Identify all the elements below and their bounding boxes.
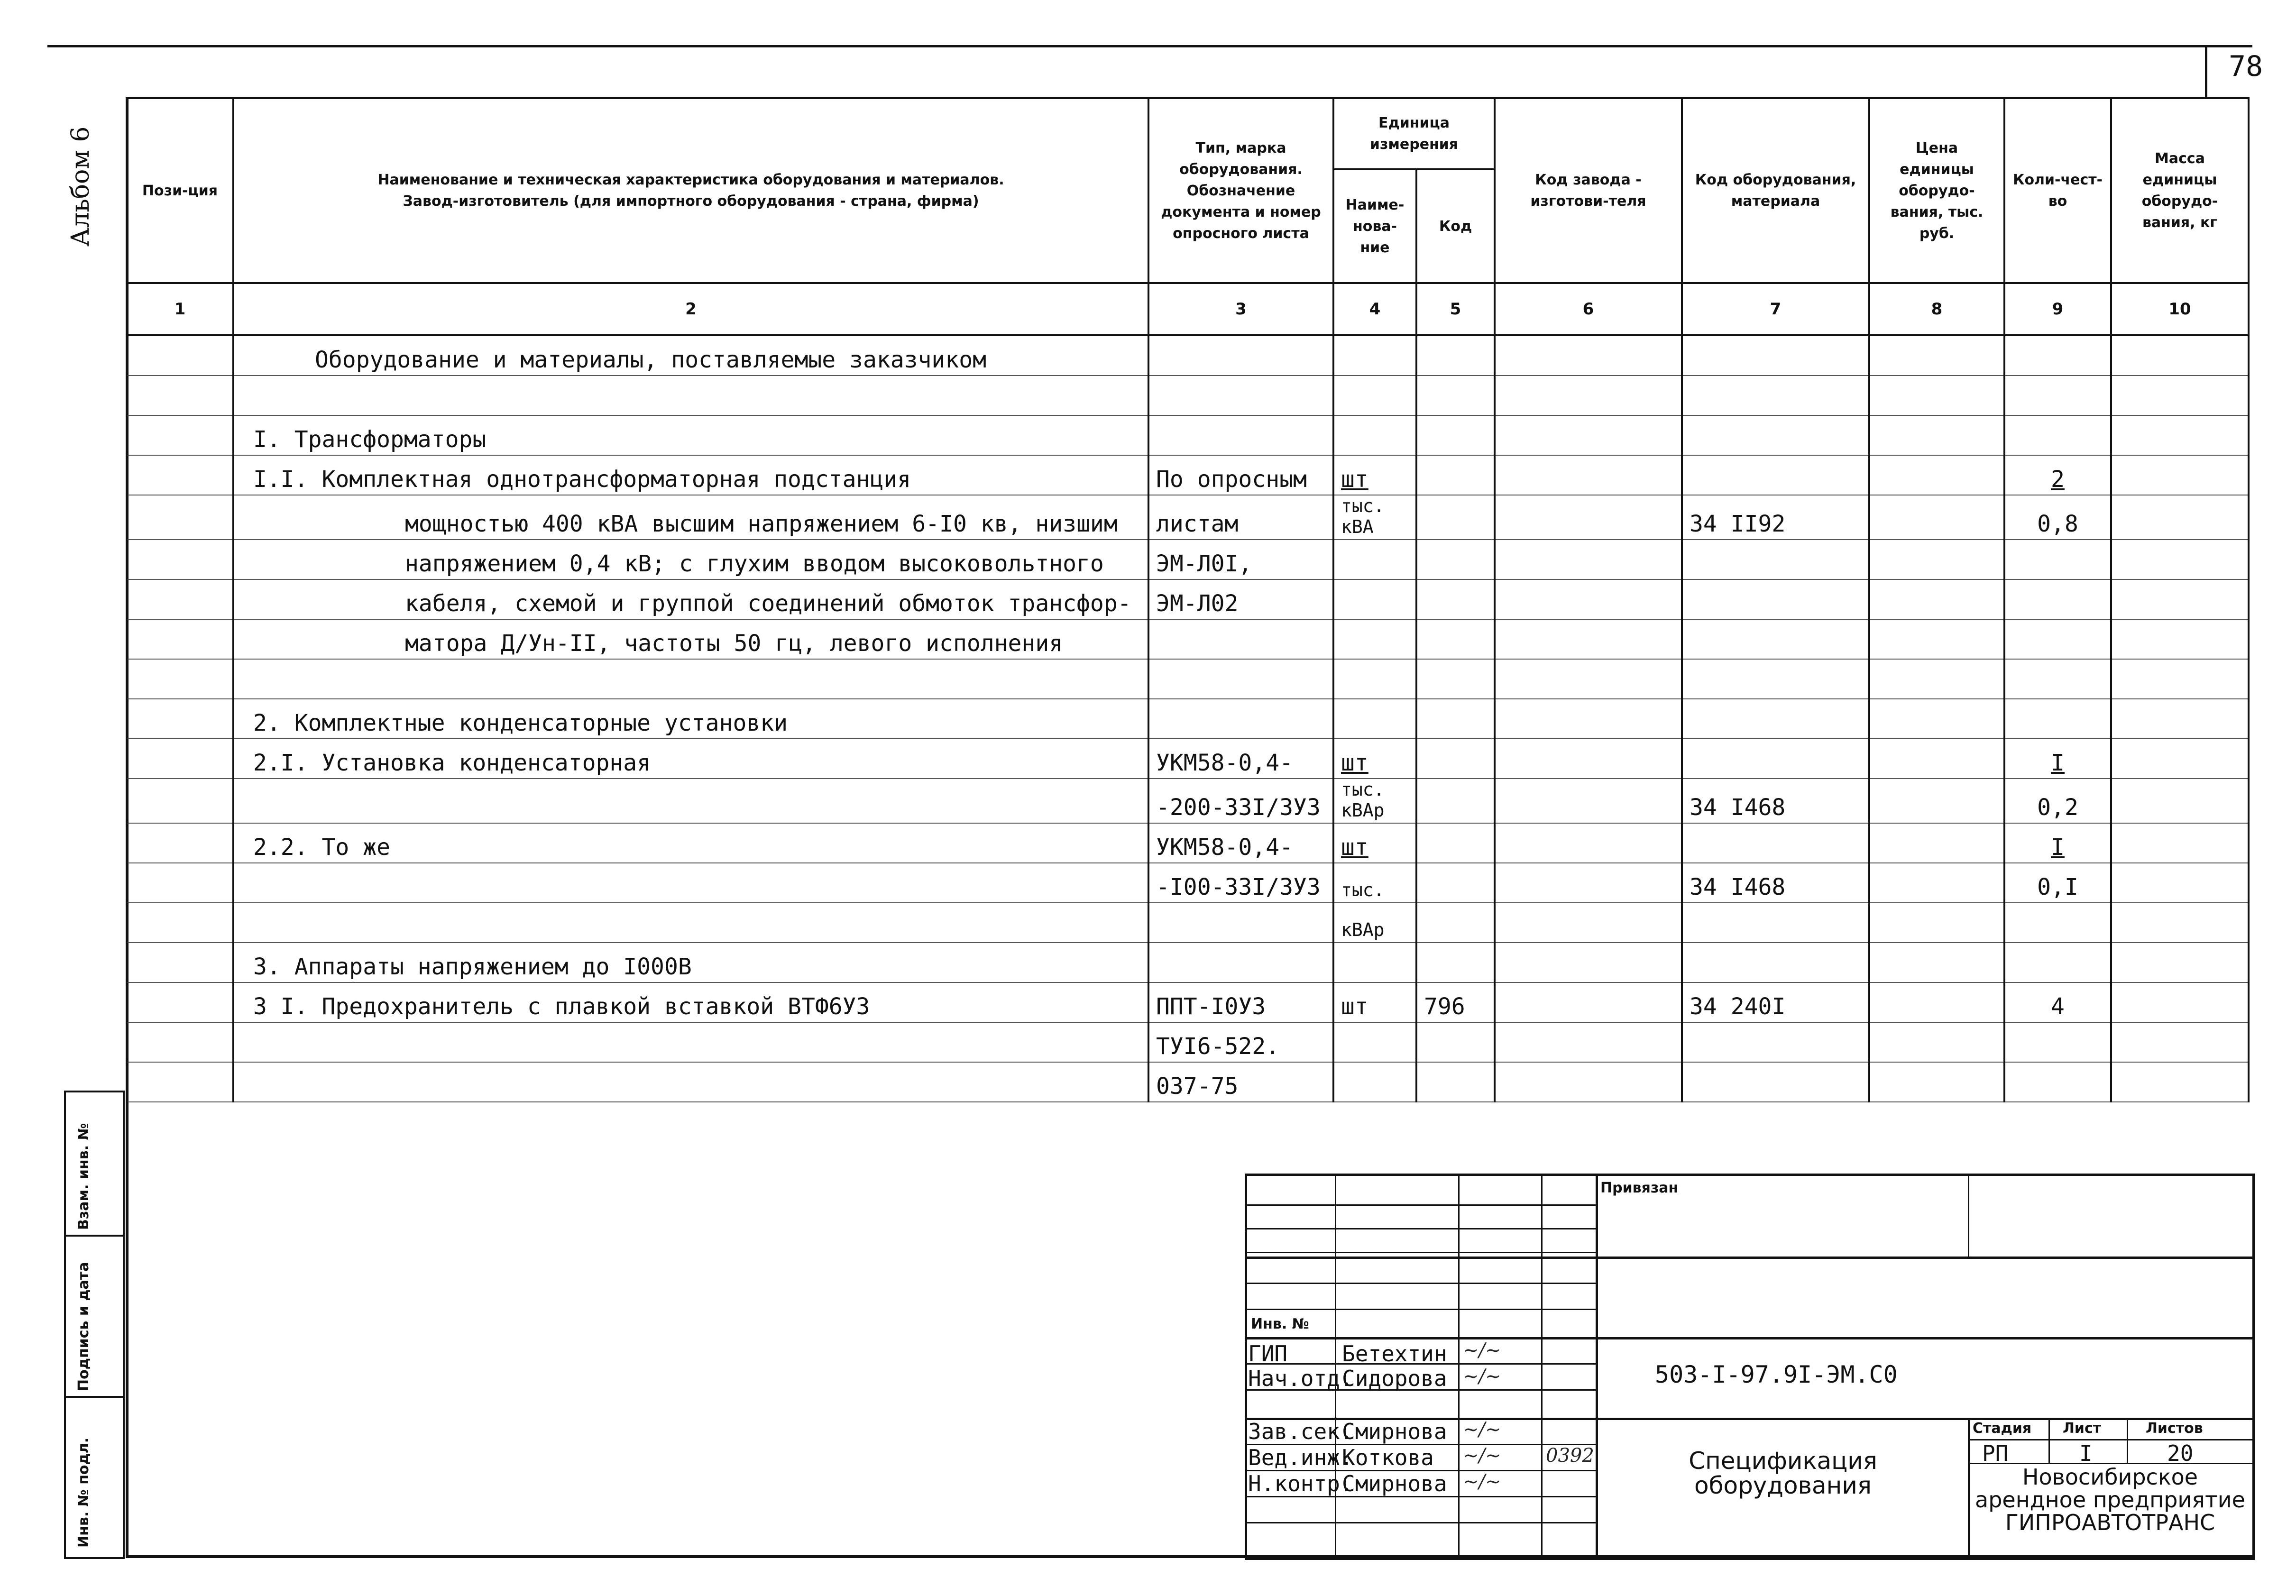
- column-number: 1: [127, 283, 233, 335]
- signature: ~/~: [1463, 1445, 1501, 1467]
- column-number: 4: [1333, 283, 1416, 335]
- item-description: [233, 903, 1148, 943]
- item-description: [233, 376, 1148, 415]
- item-type: ТУI6-522.: [1148, 1022, 1333, 1062]
- item-quantity: [2004, 376, 2111, 415]
- item-description: матора Д/Ун-II, частоты 50 гц, левого исполнения: [233, 619, 1148, 659]
- sheet-label: Лист: [2063, 1420, 2102, 1437]
- table-row: [127, 376, 2249, 415]
- table-row: [127, 699, 2249, 739]
- item-unit-code: [1416, 540, 1495, 579]
- header-mass: Масса единицы оборудо-вания, кг: [2111, 98, 2249, 283]
- item-type: [1148, 619, 1333, 659]
- item-quantity: [2004, 699, 2111, 739]
- item-type: УКМ58-0,4-: [1148, 823, 1333, 863]
- item-unit-code: [1416, 495, 1495, 540]
- column-number: 2: [233, 283, 1148, 335]
- header-name-line1: Наименование и техническая характеристика оборудования и материалов.: [377, 172, 1004, 188]
- item-description: 3. Аппараты напряжением до I000В: [233, 943, 1148, 982]
- item-code: [1682, 739, 1869, 779]
- table-row: [127, 619, 2249, 659]
- item-description: 2. Комплектные конденсаторные установки: [233, 699, 1148, 739]
- column-number: 10: [2111, 283, 2249, 335]
- column-number: 6: [1495, 283, 1682, 335]
- item-code: 34 240I: [1682, 982, 1869, 1022]
- item-unit: шт: [1333, 823, 1416, 863]
- item-quantity: [2004, 540, 2111, 579]
- item-type: листам: [1148, 495, 1333, 540]
- item-unit-code: [1416, 903, 1495, 943]
- item-unit: шт: [1333, 982, 1416, 1022]
- table-row: [127, 495, 2249, 540]
- table-row: [127, 863, 2249, 903]
- header-equipment-code: Код оборудования, материала: [1682, 98, 1869, 283]
- album-label: Альбом 6: [66, 126, 95, 247]
- sheets-value: 20: [2167, 1440, 2194, 1466]
- item-type: -I00-33I/3У3: [1148, 863, 1333, 903]
- column-number: 8: [1869, 283, 2004, 335]
- item-type: [1148, 903, 1333, 943]
- item-unit-code: [1416, 863, 1495, 903]
- signer-name: Коткова: [1342, 1445, 1434, 1470]
- item-quantity: I: [2004, 823, 2111, 863]
- header-price: Цена единицы оборудо-вания, тыс. руб.: [1869, 98, 2004, 283]
- column-number: 3: [1148, 283, 1333, 335]
- item-type: [1148, 335, 1333, 376]
- item-code: 34 I468: [1682, 779, 1869, 823]
- item-unit: [1333, 1062, 1416, 1102]
- side-stamp-label: Подпись и дата: [75, 1262, 92, 1391]
- item-type: [1148, 699, 1333, 739]
- table-row: [127, 739, 2249, 779]
- item-unit: [1333, 1022, 1416, 1062]
- item-quantity: [2004, 1062, 2111, 1102]
- item-description: 3 I. Предохранитель с плавкой вставкой ВТФ6У3: [233, 982, 1148, 1022]
- table-row: [127, 1062, 2249, 1102]
- item-code: [1682, 579, 1869, 619]
- item-type: ЭМ-Л02: [1148, 579, 1333, 619]
- sheet-value: I: [2079, 1440, 2093, 1466]
- signer-name: Смирнова: [1342, 1419, 1447, 1444]
- item-unit-code: [1416, 335, 1495, 376]
- table-row: [127, 540, 2249, 579]
- column-number: 7: [1682, 283, 1869, 335]
- item-unit: [1333, 335, 1416, 376]
- signature: ~/~: [1463, 1419, 1501, 1440]
- table-row: [127, 943, 2249, 982]
- bound-label: Привязан: [1600, 1180, 1679, 1196]
- document-title: Спецификация оборудования: [1689, 1447, 1877, 1499]
- item-quantity: I: [2004, 739, 2111, 779]
- side-stamp-label: Инв. № подл.: [75, 1437, 92, 1548]
- signer-name: Сидорова: [1342, 1366, 1447, 1391]
- table-row: [127, 779, 2249, 823]
- side-stamp-cell: [66, 1396, 123, 1555]
- item-quantity: 4: [2004, 982, 2111, 1022]
- header-type: Тип, марка оборудования. Обозначение документа и номер опросного листа: [1148, 98, 1333, 283]
- column-number: 5: [1416, 283, 1495, 335]
- top-border: [47, 45, 2252, 47]
- side-stamp-cell: [66, 1092, 123, 1237]
- item-code: [1682, 335, 1869, 376]
- item-unit-code: [1416, 823, 1495, 863]
- column-number: 9: [2004, 283, 2111, 335]
- item-unit: [1333, 540, 1416, 579]
- signer-name: Бетехтин: [1342, 1341, 1447, 1367]
- item-unit: [1333, 659, 1416, 699]
- item-description: кабеля, схемой и группой соединений обмоток трансфор-: [233, 579, 1148, 619]
- item-description: Оборудование и материалы, поставляемые заказчиком: [233, 335, 1148, 376]
- item-description: [233, 1062, 1148, 1102]
- item-type: 037-75: [1148, 1062, 1333, 1102]
- item-unit-code: [1416, 455, 1495, 495]
- item-unit: шт: [1333, 739, 1416, 779]
- signer-role: Н.контр.: [1248, 1471, 1353, 1496]
- item-unit: [1333, 699, 1416, 739]
- table-row: [127, 982, 2249, 1022]
- item-code: [1682, 903, 1869, 943]
- page-number: 78: [2229, 50, 2263, 83]
- item-code: [1682, 1022, 1869, 1062]
- signer-role: Нач.отд.: [1248, 1366, 1353, 1391]
- item-quantity: 2: [2004, 455, 2111, 495]
- item-unit-code: [1416, 943, 1495, 982]
- item-unit-code: 796: [1416, 982, 1495, 1022]
- table-row: [127, 455, 2249, 495]
- item-unit: [1333, 415, 1416, 455]
- inventory-label: Инв. №: [1251, 1316, 1309, 1332]
- header-unit-group: Единица измерения: [1333, 98, 1495, 169]
- item-type: УКМ58-0,4-: [1148, 739, 1333, 779]
- item-unit-code: [1416, 1062, 1495, 1102]
- header-name-line2: Завод-изготовитель (для импортного оборудования - страна, фирма): [403, 193, 979, 210]
- item-description: I. Трансформаторы: [233, 415, 1148, 455]
- header-quantity: Коли-чест-во: [2004, 98, 2111, 283]
- item-quantity: [2004, 415, 2111, 455]
- item-type: ЭМ-Л0I,: [1148, 540, 1333, 579]
- item-type: [1148, 659, 1333, 699]
- item-quantity: [2004, 903, 2111, 943]
- item-type: [1148, 943, 1333, 982]
- item-quantity: 0,I: [2004, 863, 2111, 903]
- signature: ~/~: [1463, 1366, 1501, 1387]
- item-type: [1148, 415, 1333, 455]
- item-code: [1682, 699, 1869, 739]
- signer-role: Зав.сек.: [1248, 1419, 1353, 1444]
- item-description: [233, 863, 1148, 903]
- item-description: напряжением 0,4 кВ; с глухим вводом высоковольтного: [233, 540, 1148, 579]
- item-code: [1682, 619, 1869, 659]
- table-row: [127, 335, 2249, 376]
- item-unit: [1333, 376, 1416, 415]
- table-row: [127, 579, 2249, 619]
- item-unit: кВАр: [1333, 903, 1416, 943]
- item-quantity: [2004, 579, 2111, 619]
- item-description: [233, 659, 1148, 699]
- item-quantity: [2004, 1022, 2111, 1062]
- item-quantity: 0,8: [2004, 495, 2111, 540]
- item-unit: тыс. кВАр: [1333, 779, 1416, 823]
- signature: ~/~: [1463, 1339, 1501, 1361]
- organization-line: Новосибирское: [2022, 1464, 2198, 1490]
- item-code: [1682, 943, 1869, 982]
- item-description: 2.2. То же: [233, 823, 1148, 863]
- signer-role: Вед.инж.: [1248, 1445, 1353, 1470]
- item-description: I.I. Комплектная однотрансформаторная подстанция: [233, 455, 1148, 495]
- table-row: [127, 659, 2249, 699]
- signature-date: 0392: [1546, 1445, 1594, 1467]
- item-quantity: [2004, 659, 2111, 699]
- organization-line: ГИПРОАВТОТРАНС: [2005, 1510, 2215, 1535]
- signer-name: Смирнова: [1342, 1471, 1447, 1496]
- item-unit-code: [1416, 1022, 1495, 1062]
- table-row: [127, 415, 2249, 455]
- item-type: ППТ-I0У3: [1148, 982, 1333, 1022]
- side-stamp-cell: [66, 1235, 123, 1398]
- header-factory-code: Код завода - изготови-теля: [1495, 98, 1682, 283]
- header-unit-code: Код: [1416, 169, 1495, 283]
- header-name: [233, 98, 1148, 283]
- header-position: Пози-ция: [127, 98, 233, 283]
- item-quantity: [2004, 335, 2111, 376]
- item-unit: [1333, 579, 1416, 619]
- item-unit-code: [1416, 739, 1495, 779]
- table-row: [127, 1022, 2249, 1062]
- item-code: [1682, 659, 1869, 699]
- stage-label: Стадия: [1973, 1420, 2032, 1437]
- item-unit-code: [1416, 619, 1495, 659]
- title-block: [1245, 1174, 2255, 1560]
- item-unit-code: [1416, 699, 1495, 739]
- item-unit-code: [1416, 659, 1495, 699]
- organization-line: арендное предприятие: [1975, 1487, 2245, 1513]
- item-code: 34 II92: [1682, 495, 1869, 540]
- item-unit-code: [1416, 579, 1495, 619]
- header-unit-name: Наиме-нова-ние: [1333, 169, 1416, 283]
- item-unit-code: [1416, 415, 1495, 455]
- table-row: [127, 823, 2249, 863]
- item-type: [1148, 376, 1333, 415]
- item-type: По опросным: [1148, 455, 1333, 495]
- item-unit: [1333, 943, 1416, 982]
- item-code: [1682, 376, 1869, 415]
- stage-value: РП: [1982, 1440, 2009, 1466]
- item-type: -200-33I/3У3: [1148, 779, 1333, 823]
- item-code: [1682, 1062, 1869, 1102]
- side-stamp: [64, 1091, 125, 1559]
- specification-table: [126, 97, 2250, 1102]
- item-unit: тыс. кВА: [1333, 495, 1416, 540]
- side-stamp-label: Взам. инв. №: [75, 1123, 92, 1230]
- item-unit: тыс.: [1333, 863, 1416, 903]
- item-code: [1682, 540, 1869, 579]
- item-code: [1682, 823, 1869, 863]
- item-unit-code: [1416, 376, 1495, 415]
- document-code: 503-I-97.9I-ЭМ.С0: [1655, 1361, 1898, 1388]
- item-quantity: 0,2: [2004, 779, 2111, 823]
- item-unit: шт: [1333, 455, 1416, 495]
- item-quantity: [2004, 943, 2111, 982]
- signature: ~/~: [1463, 1471, 1501, 1493]
- item-description: 2.I. Установка конденсаторная: [233, 739, 1148, 779]
- item-description: [233, 779, 1148, 823]
- item-code: 34 I468: [1682, 863, 1869, 903]
- item-unit-code: [1416, 779, 1495, 823]
- signer-role: ГИП: [1248, 1341, 1288, 1367]
- table-row: [127, 903, 2249, 943]
- item-unit: [1333, 619, 1416, 659]
- item-quantity: [2004, 619, 2111, 659]
- item-description: мощностью 400 кВА высшим напряжением 6-I0 кв, низшим: [233, 495, 1148, 540]
- item-description: [233, 1022, 1148, 1062]
- sheets-label: Листов: [2146, 1420, 2203, 1437]
- item-code: [1682, 455, 1869, 495]
- item-code: [1682, 415, 1869, 455]
